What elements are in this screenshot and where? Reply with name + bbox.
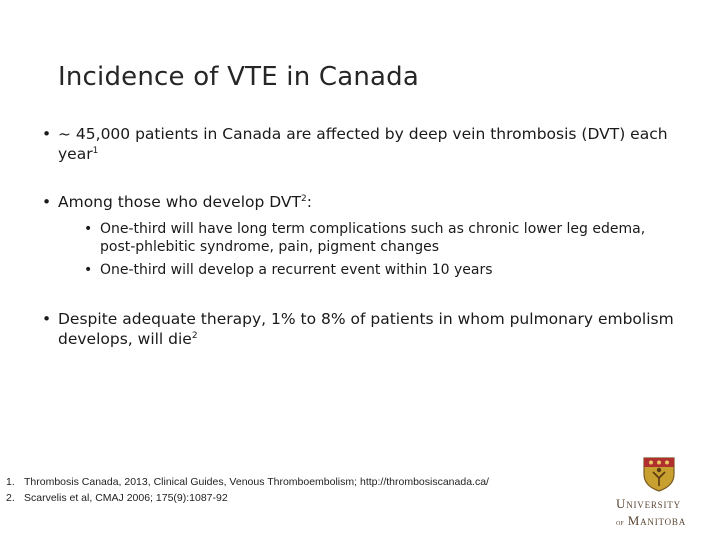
university-line1: University xyxy=(616,496,681,511)
footnote-ref: 2 xyxy=(191,331,198,341)
bullet-dot-icon: • xyxy=(84,221,93,237)
bullet-dot-icon: • xyxy=(42,310,52,328)
sub-bullet-text: One-third will develop a recurrent event within 10 years xyxy=(100,262,493,278)
footnote-ref: 1 xyxy=(92,146,99,156)
slide-title: Incidence of VTE in Canada xyxy=(58,62,419,92)
university-logo xyxy=(616,456,706,530)
reference-number: 2. xyxy=(6,492,15,504)
reference-text: Thrombosis Canada, 2013, Clinical Guides, Venous Thromboembolism; http://thrombosiscanada.ca/ xyxy=(24,476,489,488)
reference-item xyxy=(6,490,489,506)
bullet-dot-icon: • xyxy=(42,193,52,211)
sub-bullet-item xyxy=(78,220,676,256)
bullet-item xyxy=(36,192,676,212)
bullet-dot-icon: • xyxy=(84,262,93,278)
sub-bullet-text: One-third will have long term complications such as chronic lower leg edema, post-phlebitic syndrome, pain, pigment changes xyxy=(100,221,646,255)
bullet-item xyxy=(36,124,676,164)
bullet-item xyxy=(36,309,676,349)
crest-icon xyxy=(642,456,676,492)
reference-item xyxy=(6,474,489,490)
reference-text: Scarvelis et al, CMAJ 2006; 175(9):1087-92 xyxy=(24,492,228,504)
reference-number: 1. xyxy=(6,476,15,488)
bullet-dot-icon: • xyxy=(42,125,52,143)
references xyxy=(6,474,489,506)
bullet-text: Among those who develop DVT xyxy=(58,193,301,211)
bullet-suffix: : xyxy=(306,193,312,211)
bullet-text: Despite adequate therapy, 1% to 8% of patients in whom pulmonary embolism develops, will die xyxy=(58,310,674,348)
sub-bullet-item xyxy=(78,261,676,279)
sub-bullet-list xyxy=(78,220,676,279)
university-name xyxy=(616,496,708,528)
university-of: of xyxy=(616,518,624,527)
bullet-text: ~ 45,000 patients in Canada are affected by deep vein thrombosis (DVT) each year xyxy=(58,125,668,163)
university-line2: Manitoba xyxy=(627,513,687,528)
bullet-list xyxy=(36,124,676,349)
footnote-ref: 2 xyxy=(300,194,307,204)
